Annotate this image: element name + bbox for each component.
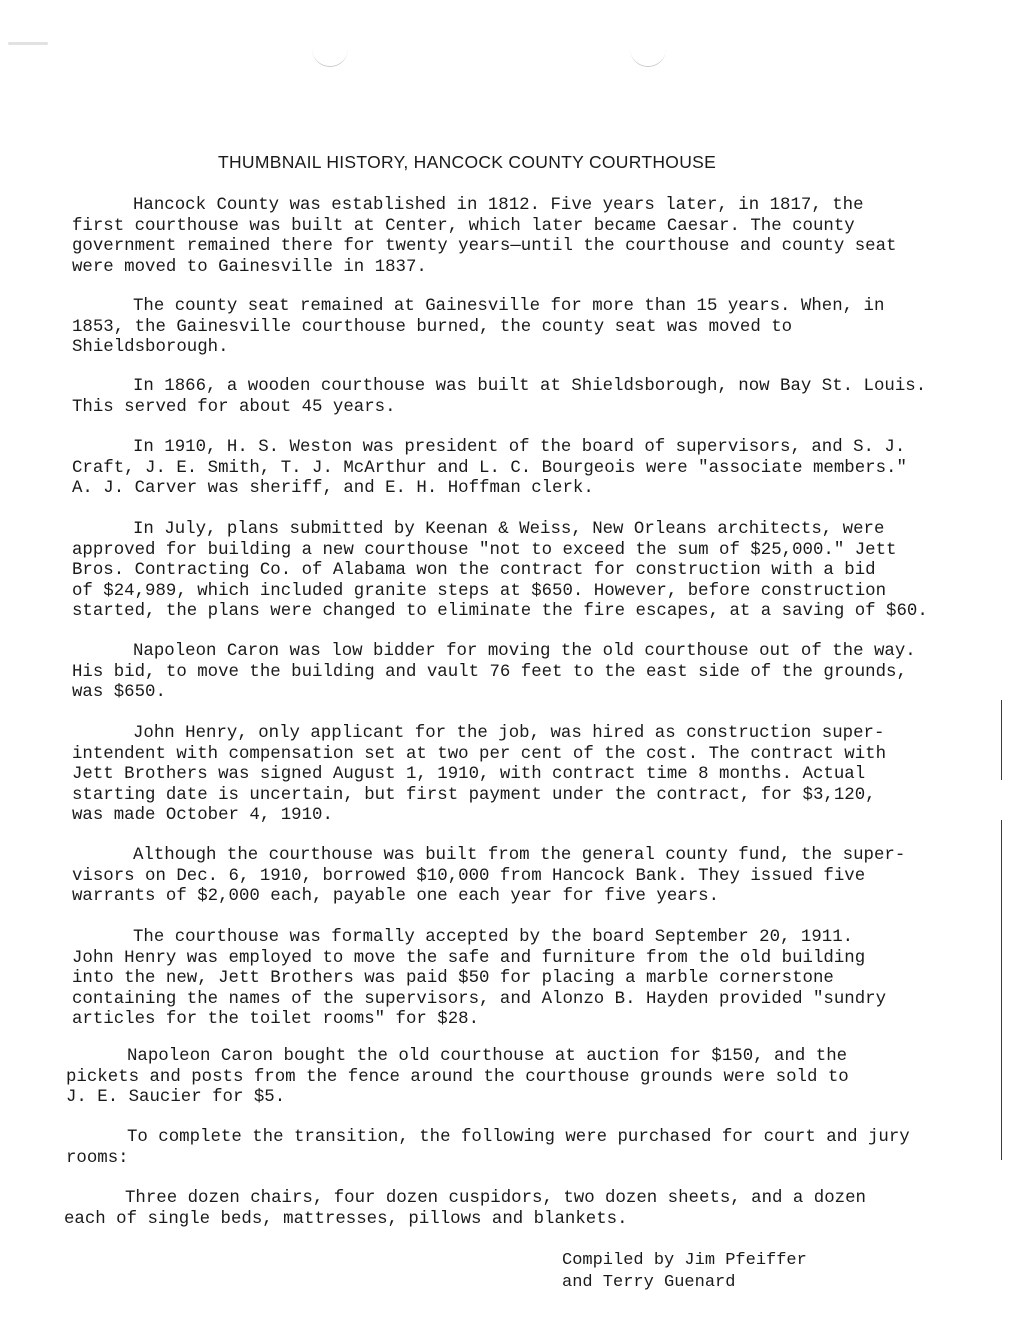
text-line: containing the names of the supervisors, and Alonzo B. Hayden provided "sundry <box>72 989 887 1009</box>
text-line: Napoleon Caron was low bidder for moving the old courthouse out of the way. <box>133 642 916 661</box>
text-line: into the new, Jett Brothers was paid $50 for placing a marble cornerstone <box>72 969 834 988</box>
text-line: Hancock County was established in 1812. Five years later, in 1817, the <box>133 196 864 215</box>
text-line: warrants of $2,000 each, payable one each year for five years. <box>72 887 720 906</box>
paragraph-2 <box>72 297 884 359</box>
signature-line: Compiled by Jim Pfeiffer <box>562 1251 807 1270</box>
text-line: pickets and posts from the fence around the courthouse grounds were sold to <box>66 1067 849 1087</box>
paragraph-10 <box>66 1047 849 1109</box>
text-line: visors on Dec. 6, 1910, borrowed $10,000 from Hancock Bank. They issued five <box>72 866 866 886</box>
text-line: were moved to Gainesville in 1837. <box>72 257 427 277</box>
paragraph-7 <box>72 724 886 827</box>
text-line: intendent with compensation set at two per cent of the cost. The contract with <box>72 744 887 764</box>
signature-block <box>562 1250 807 1294</box>
text-line: John Henry was employed to move the safe and furniture from the old building <box>72 948 866 968</box>
text-line: J. E. Saucier for $5. <box>66 1088 286 1107</box>
text-line: starting date is uncertain, but first payment under the contract, for $3,120, <box>72 785 876 805</box>
scan-edge-line <box>1001 820 1002 1160</box>
scan-edge-line <box>1001 700 1002 780</box>
punch-hole-mark <box>312 48 348 67</box>
paragraph-9 <box>72 928 886 1031</box>
text-line: rooms: <box>66 1148 129 1168</box>
text-line: articles for the toilet rooms" for $28. <box>72 1010 480 1029</box>
text-line: The courthouse was formally accepted by the board September 20, 1911. <box>133 928 854 947</box>
paragraph-5 <box>72 520 928 623</box>
paragraph-12 <box>64 1189 866 1230</box>
text-line: government remained there for twenty years—until the courthouse and county seat <box>72 237 897 256</box>
text-line: In 1910, H. S. Weston was president of the board of supervisors, and S. J. <box>133 438 906 457</box>
text-line: Craft, J. E. Smith, T. J. McArthur and L. C. Bourgeois were "associate members." <box>72 458 907 478</box>
paragraph-6 <box>72 642 916 704</box>
text-line: Jett Brothers was signed August 1, 1910, with contract time 8 months. Actual <box>72 765 866 784</box>
text-line: In 1866, a wooden courthouse was built at Shieldsborough, now Bay St. Louis. <box>133 377 927 396</box>
paragraph-8 <box>72 846 905 908</box>
paragraph-11 <box>66 1128 910 1169</box>
text-line: John Henry, only applicant for the job, was hired as construction super- <box>133 724 885 743</box>
text-line: started, the plans were changed to eliminate the fire escapes, at a saving of $60. <box>72 602 928 621</box>
text-line: Three dozen chairs, four dozen cuspidors, two dozen sheets, and a dozen <box>125 1189 866 1208</box>
text-line: was $650. <box>72 683 166 702</box>
paragraph-1 <box>72 196 896 278</box>
paragraph-4 <box>72 438 907 500</box>
signature-line: and Terry Guenard <box>562 1273 736 1292</box>
text-line: 1853, the Gainesville courthouse burned, the county seat was moved to <box>72 317 793 337</box>
text-line: This served for about 45 years. <box>72 397 396 417</box>
text-line: first courthouse was built at Center, which later became Caesar. The county <box>72 216 855 236</box>
text-line: To complete the transition, the following were purchased for court and jury <box>127 1128 910 1147</box>
text-line: Napoleon Caron bought the old courthouse at auction for $150, and the <box>127 1047 848 1066</box>
text-line: The county seat remained at Gainesville for more than 15 years. When, in <box>133 297 885 316</box>
scan-smudge <box>8 42 48 45</box>
paragraph-3 <box>72 377 926 418</box>
text-line: A. J. Carver was sheriff, and E. H. Hoffman clerk. <box>72 479 594 498</box>
document-title: THUMBNAIL HISTORY, HANCOCK COUNTY COURTHOUSE <box>218 152 717 172</box>
text-line: approved for building a new courthouse "not to exceed the sum of $25,000." Jett <box>72 540 897 560</box>
text-line: In July, plans submitted by Keenan & Weiss, New Orleans architects, were <box>133 520 885 539</box>
text-line: of $24,989, which included granite steps at $650. However, before construction <box>72 581 887 601</box>
text-line: was made October 4, 1910. <box>72 806 333 825</box>
punch-hole-mark <box>630 48 666 67</box>
text-line: His bid, to move the building and vault 76 feet to the east side of the grounds, <box>72 662 907 682</box>
text-line: Bros. Contracting Co. of Alabama won the contract for construction with a bid <box>72 561 876 580</box>
text-line: Although the courthouse was built from the general county fund, the super- <box>133 846 906 865</box>
text-line: Shieldsborough. <box>72 338 229 357</box>
text-line: each of single beds, mattresses, pillows and blankets. <box>64 1209 628 1229</box>
